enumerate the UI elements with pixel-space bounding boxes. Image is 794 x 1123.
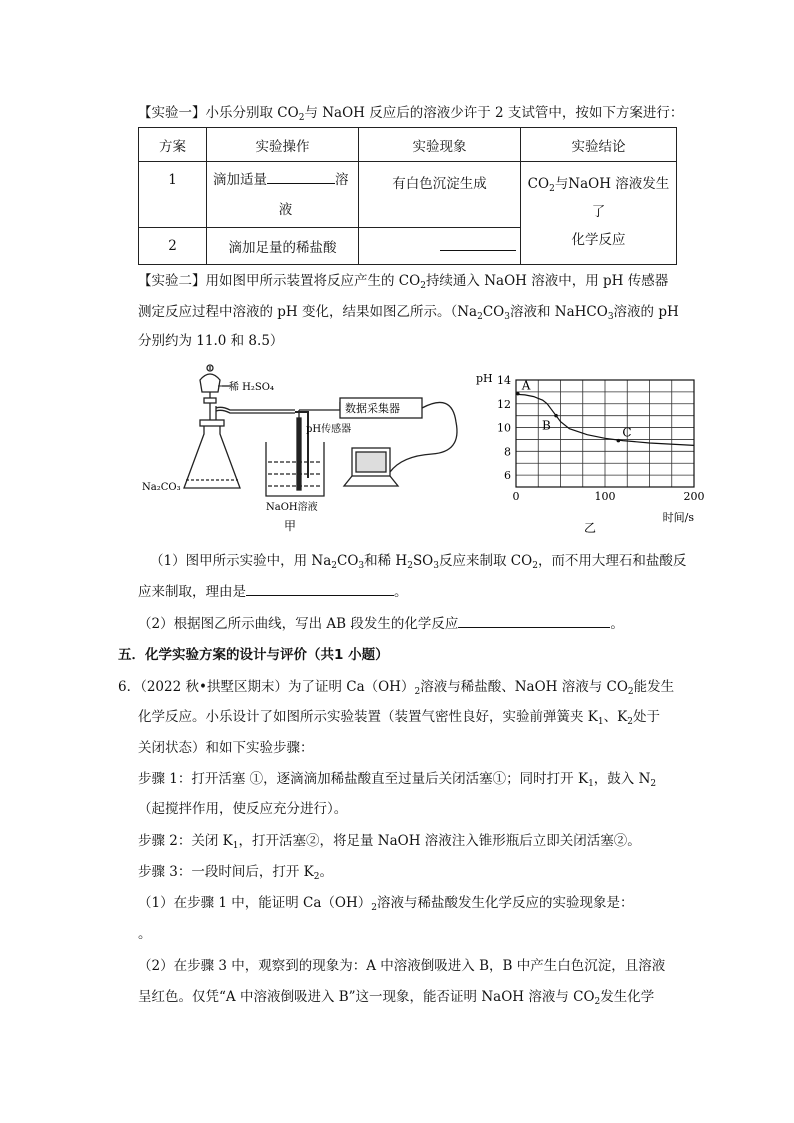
beaker (266, 442, 324, 496)
figure-b-caption: 乙 (583, 521, 597, 534)
point-label: A (521, 378, 531, 393)
operation-cell: 滴加适量 溶 液 (207, 162, 359, 228)
exp2-line3: 分别约为 11.0 和 8.5） (138, 333, 284, 349)
problem-6-line2: 化学反应。小乐设计了如图所示实验装置（装置气密性良好，实验前弹簧夹 $K_1$、$K_2$处于 (138, 709, 660, 727)
step-1: 步骤 1：打开活塞 ①，逐滴滴加稀盐酸直至过量后关闭活塞①；同时打开 $K_1$，鼓入 $N_2$ (138, 771, 657, 789)
y-tick-label: 6 (504, 469, 511, 483)
step-3: 步骤 3：一段时间后，打开 $K_2$。 (138, 864, 333, 882)
exp2-line2: 测定反应过程中溶液的 pH 变化，结果如图乙所示。（$Na_2CO_3$溶液和 NaHCO$_3$溶液的 pH (138, 304, 679, 322)
plan-id: 1 (139, 162, 207, 228)
y-tick-label: 14 (497, 374, 511, 387)
table-header: 实验结论 (521, 128, 677, 162)
table-header: 实验现象 (359, 128, 521, 162)
answer-blank[interactable] (440, 238, 516, 251)
y-tick-label: 8 (504, 445, 511, 459)
operation-cell: 滴加足量的稀盐酸 (207, 228, 359, 265)
step-2: 步骤 2：关闭 $K_1$，打开活塞②，将足量 NaOH 溶液注入锥形瓶后立即关闭活塞②。 (138, 833, 641, 851)
exp2-line1: 【实验二】用如图甲所示装置将反应产生的 $CO_2$持续通入 NaOH 溶液中，用 pH 传感器 (138, 273, 669, 291)
experiment-table (138, 127, 677, 265)
table-header-row (139, 128, 677, 162)
x-tick-label: 200 (683, 490, 705, 503)
problem-6-q1-end: 。 (138, 926, 152, 942)
problem-6-q2-cont: 呈红色。仅凭“A 中溶液倒吸进入 B”这一现象，能否证明 NaOH 溶液与 $CO_2$发生化学 (138, 989, 655, 1007)
conclusion-cell: $CO_2$与NaOH 溶液发生了 化学反应 (521, 162, 677, 265)
sensor-label: pH传感器 (306, 424, 352, 435)
section-heading: 五．化学实验方案的设计与评价（共1 小题） (118, 647, 389, 663)
answer-blank[interactable] (246, 583, 394, 596)
phenomenon-cell (359, 228, 521, 265)
table-header: 方案 (139, 128, 207, 162)
y-axis-label: pH (476, 372, 493, 385)
table-row (139, 162, 677, 228)
plan-id: 2 (139, 228, 207, 265)
y-tick-label: 12 (497, 397, 511, 411)
collector-label: 数据采集器 (345, 402, 400, 415)
question-2: （2）根据图乙所示曲线，写出 AB 段发生的化学反应 。 (138, 616, 624, 632)
question-1-line2: 应来制取，理由是 。 (138, 584, 408, 600)
point-label: B (542, 418, 551, 433)
problem-6-q1: （1）在步骤 1 中，能证明 $Ca(OH)_2$溶液与稀盐酸发生化学反应的实验现象是： (138, 895, 634, 913)
ph-chart (470, 366, 710, 534)
table-header: 实验操作 (207, 128, 359, 162)
figure-a-caption: 甲 (284, 519, 297, 533)
x-axis-label: 时间/s (662, 511, 694, 524)
phenomenon-cell: 有白色沉淀生成 (359, 162, 521, 228)
answer-blank[interactable] (458, 615, 610, 628)
point-b (554, 414, 558, 418)
apparatus-figure (140, 362, 470, 534)
na2co3-label: Na₂CO₃ (142, 482, 181, 493)
x-tick-label: 100 (594, 490, 616, 503)
separatory-funnel (200, 374, 220, 392)
exp1-intro: 【实验一】小乐分别取 $CO_2$与 NaOH 反应后的溶液少许于 2 支试管中，按如下方案进行： (138, 105, 684, 123)
point-c (617, 439, 621, 443)
ph-sensor (297, 418, 301, 490)
answer-blank[interactable] (267, 171, 335, 184)
point-label: C (622, 425, 632, 440)
point-a (516, 392, 520, 396)
problem-6-q2: （2）在步骤 3 中，观察到的现象为：A 中溶液倒吸进入 B，B 中产生白色沉淀，且溶液 (138, 958, 666, 974)
problem-6-line3: 关闭状态）和如下实验步骤： (138, 740, 314, 756)
y-tick-label: 10 (497, 421, 511, 435)
naoh-label: NaOH溶液 (266, 502, 318, 513)
question-1-line1: （1）图甲所示实验中，用 $Na_2CO_3$和稀 $H_2SO_3$反应来制取 $CO_2$，而不用大理石和盐酸反 (150, 553, 687, 571)
x-tick-label: 0 (512, 490, 520, 503)
step-1-cont: （起搅拌作用，使反应充分进行）。 (138, 801, 348, 817)
conical-flask (184, 424, 240, 488)
problem-6-line1: 6．（2022 秋•拱墅区期末）为了证明 $Ca(OH)_2$溶液与稀盐酸、NaOH 溶液与 $CO_2$能发生 (118, 679, 675, 697)
acid-label: 稀 H₂SO₄ (229, 382, 274, 393)
